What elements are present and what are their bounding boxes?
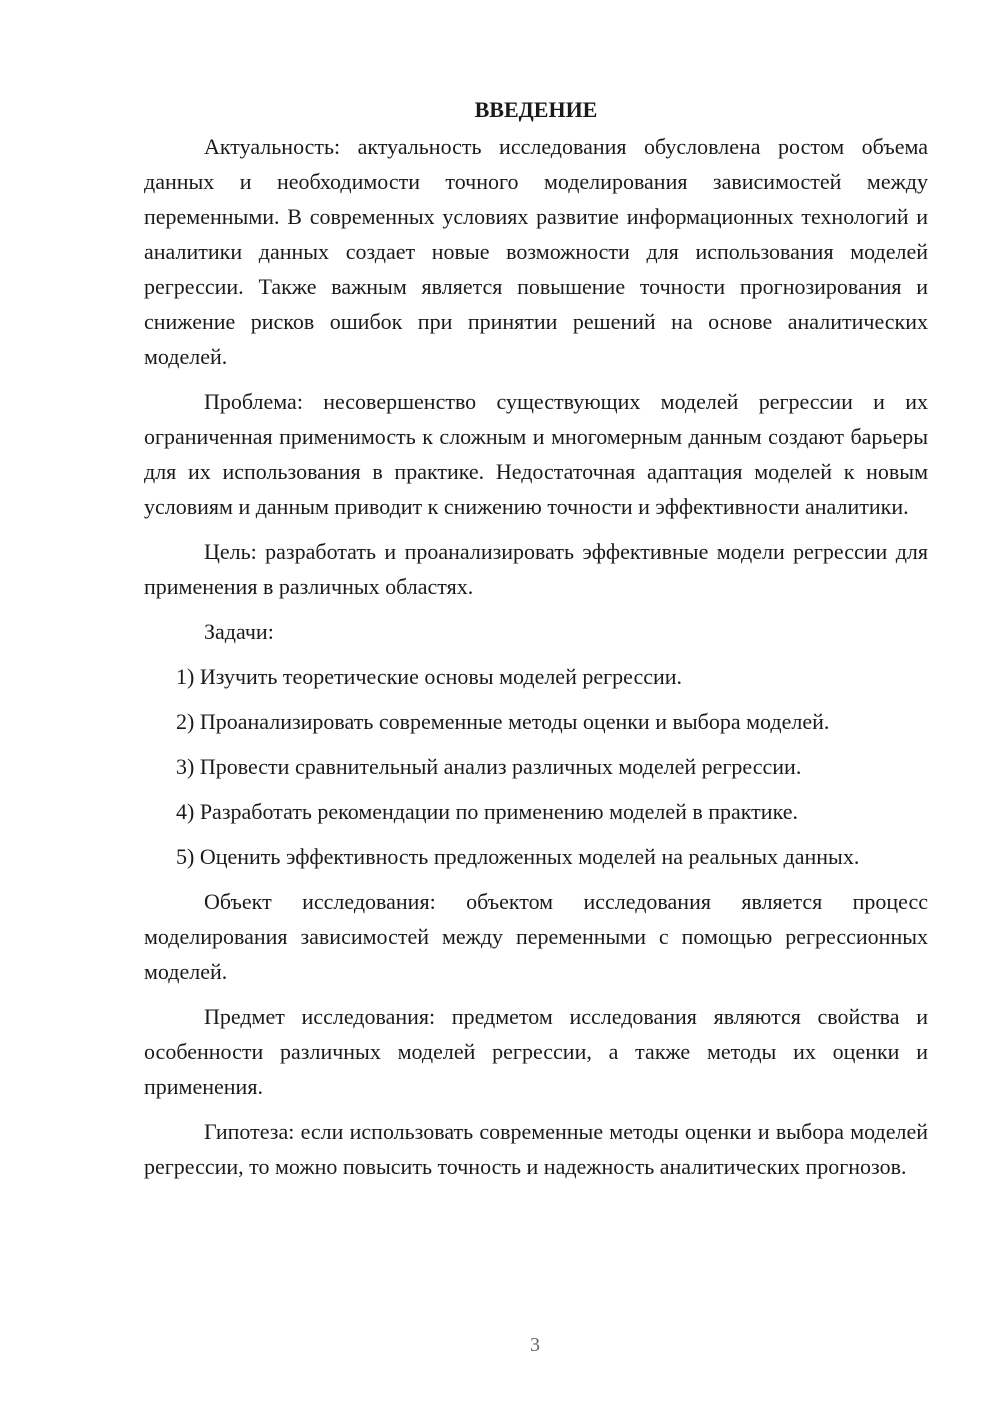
paragraph-relevance: Актуальность: актуальность исследования обусловлена ростом объема данных и необходимости точного моделирования зависимостей между переменными. В современных условиях развитие информационных технологий и аналитики данных создает новые возможности для использования моделей регрессии. Также важным является повышение точности прогнозирования и снижение рисков ошибок при принятии решений на основе аналитических моделей. — [144, 134, 928, 369]
page-number: 3 — [530, 1334, 540, 1356]
tasks-list — [144, 659, 928, 874]
section-heading: ВВЕДЕНИЕ — [474, 97, 598, 122]
paragraph-hypothesis: Гипотеза: если использовать современные методы оценки и выбора моделей регрессии, то можно повысить точность и надежность аналитических прогнозов. — [144, 1119, 928, 1179]
task-item-5: 5) Оценить эффективность предложенных моделей на реальных данных. — [176, 844, 860, 869]
task-item-3: 3) Провести сравнительный анализ различных моделей регрессии. — [176, 754, 802, 779]
task-item-4: 4) Разработать рекомендации по применению моделей в практике. — [176, 799, 798, 824]
tasks-label: Задачи: — [204, 619, 274, 644]
task-item-2: 2) Проанализировать современные методы оценки и выбора моделей. — [176, 709, 830, 734]
paragraph-subject: Предмет исследования: предметом исследования являются свойства и особенности различных моделей регрессии, а также методы их оценки и применения. — [144, 1004, 928, 1099]
paragraph-object: Объект исследования: объектом исследования является процесс моделирования зависимостей между переменными с помощью регрессионных моделей. — [144, 889, 928, 984]
paragraph-problem: Проблема: несовершенство существующих моделей регрессии и их ограниченная применимость к сложным и многомерным данным создают барьеры для их использования в практике. Недостаточная адаптация моделей к новым условиям и данным приводит к снижению точности и эффективности аналитики. — [144, 389, 928, 519]
document-page — [144, 92, 928, 1194]
paragraph-goal: Цель: разработать и проанализировать эффективные модели регрессии для применения в различных областях. — [144, 539, 928, 599]
task-item-1: 1) Изучить теоретические основы моделей регрессии. — [176, 664, 683, 689]
